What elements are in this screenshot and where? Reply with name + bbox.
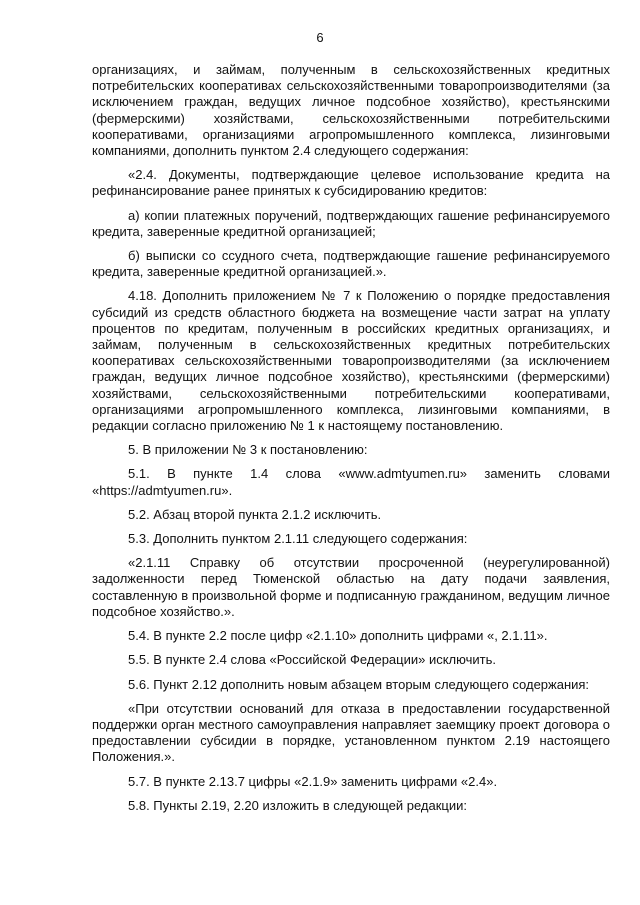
paragraph-5-3: 5.3. Дополнить пунктом 2.1.11 следующего содержания: xyxy=(128,531,468,547)
paragraph-quote-2-12: «При отсутствии оснований для отказа в предоставлении государственной поддержки орган местного самоуправления направляет заемщику проект договора о предоставлении субсидии в порядке, установленном пунктом 2.19 настоящего Положения.». xyxy=(92,700,610,765)
paragraph-4-18: 4.18. Дополнить приложением № 7 к Положению о порядке предоставления субсидий из средств областного бюджета на возмещение части затрат на уплату процентов по кредитам, полученным в российских кредитных организациях, и займам, полученным в сельскохозяйственных кредитных потребительских кооперативах сельскохозяйственными товаропроизводителями (за исключением граждан, ведущих личное подсобное хозяйство), крестьянскими (фермерскими) хозяйствами, сельскохозяйственными потребительскими кооперативами, организациями агропромышленного комплекса, лизинговыми компаниями, в редакции согласно приложению № 1 к настоящему постановлению. xyxy=(92,288,610,434)
paragraph-5-8: 5.8. Пункты 2.19, 2.20 изложить в следующей редакции: xyxy=(128,797,467,813)
paragraph-2-4: «2.4. Документы, подтверждающие целевое использование кредита на рефинансирование ранее принятых к субсидированию кредитов: xyxy=(92,167,610,199)
paragraph-5-6: 5.6. Пункт 2.12 дополнить новым абзацем вторым следующего содержания: xyxy=(128,676,590,692)
page-number: 6 xyxy=(316,30,324,45)
paragraph-2-1-11: «2.1.11 Справку об отсутствии просроченной (неурегулированной) задолженности перед Тюменской областью на дату подачи заявления, составленную в произвольной форме и подписанную гражданином, ведущим личное подсобное хозяйство.». xyxy=(92,555,610,619)
paragraph-5-1: 5.1. В пункте 1.4 слова «www.admtyumen.ru» заменить словами «https://admtyumen.ru». xyxy=(92,466,610,498)
paragraph-5-7: 5.7. В пункте 2.13.7 цифры «2.1.9» заменить цифрами «2.4». xyxy=(128,773,498,789)
paragraph-5: 5. В приложении № 3 к постановлению: xyxy=(128,442,368,458)
paragraph-continuation: организациях, и займам, полученным в сельскохозяйственных кредитных потребительских кооперативах сельскохозяйственными товаропроизводителями (за исключением граждан, ведущих личное подсобное хозяйство), крестьянскими (фермерскими) хозяйствами, сельскохозяйственными потребительскими кооперативами, организациями агропромышленного комплекса, лизинговыми компаниями, дополнить пунктом 2.4 следующего содержания: xyxy=(92,62,610,159)
paragraph-2-4-b: б) выписки со ссудного счета, подтверждающие гашение рефинансируемого кредита, заверенные кредитной организацией.». xyxy=(92,248,610,280)
paragraph-5-5: 5.5. В пункте 2.4 слова «Российской Федерации» исключить. xyxy=(128,652,496,668)
paragraph-5-4: 5.4. В пункте 2.2 после цифр «2.1.10» дополнить цифрами «, 2.1.11». xyxy=(128,628,548,644)
paragraph-2-4-a: а) копии платежных поручений, подтверждающих гашение рефинансируемого кредита, заверенные кредитной организацией; xyxy=(92,207,610,239)
paragraph-5-2: 5.2. Абзац второй пункта 2.1.2 исключить. xyxy=(128,506,382,522)
document-body xyxy=(92,62,610,822)
